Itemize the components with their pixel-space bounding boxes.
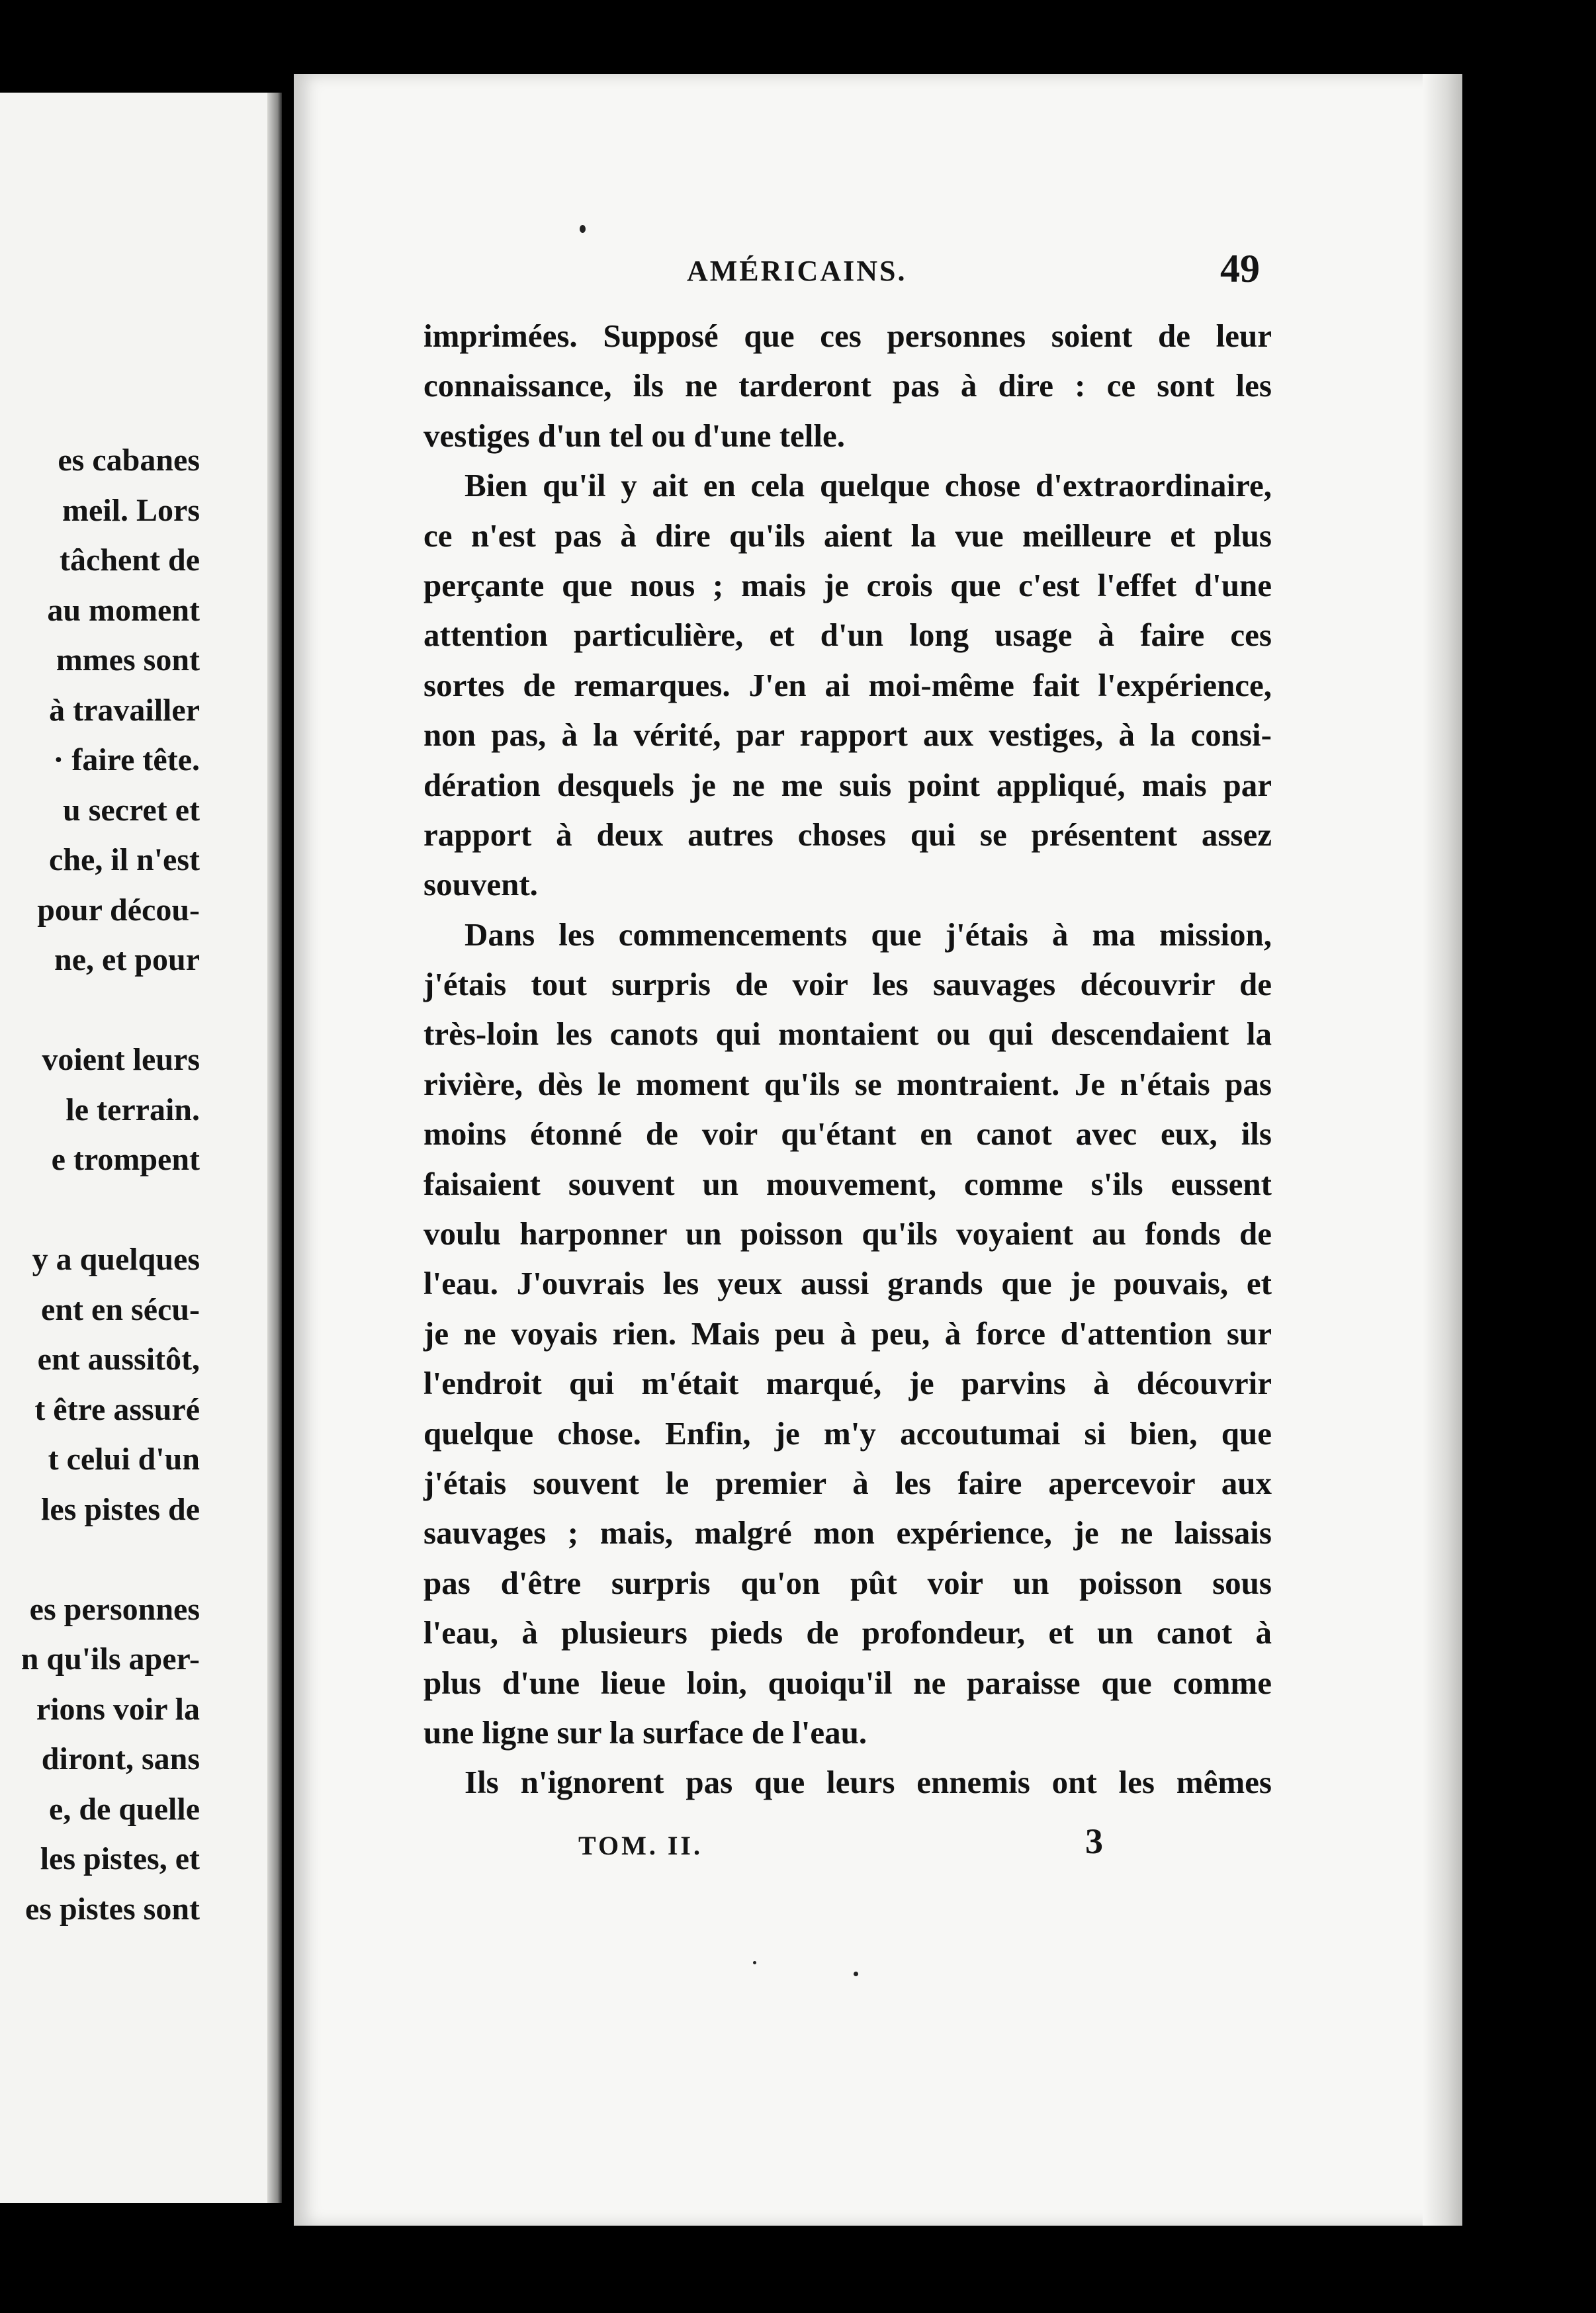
text-line: sortes de remarques. J'en ai moi-même fait l'expérience, [423,666,1272,703]
text-line: sauvages ; mais, malgré mon expérience, je ne laissais [423,1514,1272,1551]
text-line: attention particulière, et d'un long usage à faire ces [423,617,1272,654]
text-line: l'eau, à plusieurs pieds de profondeur, et un canot à [423,1614,1272,1651]
text-line: Dans les commencements que j'étais à ma mission, [465,916,1272,953]
facing-line: che, il n'est [49,842,200,877]
book-gutter [267,93,282,2203]
text-line: faisaient souvent un mouvement, comme s'ils eussent [423,1165,1272,1202]
facing-line [21,1534,200,1585]
text-line: une ligne sur la surface de l'eau. [423,1714,867,1751]
ink-speck [580,225,586,233]
text-line: très-loin les canots qui montaient ou qui descendaient la [423,1016,1272,1053]
facing-line: au moment [47,592,200,628]
text-line: Bien qu'il y ait en cela quelque chose d'extraordinaire, [465,467,1272,504]
text-line: souvent. [423,866,538,903]
facing-line: t celui d'un [48,1442,200,1477]
facing-line: y a quelques [32,1242,200,1277]
text-line: rapport à deux autres choses qui se présentent assez [423,816,1272,853]
facing-line: es cabanes [58,443,200,478]
facing-line: n qu'ils aper- [21,1641,200,1677]
text-line: Ils n'ignorent pas que leurs ennemis ont les mêmes [465,1764,1272,1801]
text-line: perçante que nous ; mais je crois que c'est l'effet d'une [423,566,1272,603]
facing-line: meil. Lors [62,492,200,528]
facing-line: mmes sont [56,642,200,677]
facing-line: voient leurs [42,1042,200,1077]
facing-line [21,1185,200,1235]
text-line: vestiges d'un tel ou d'une telle. [423,417,846,454]
text-line: non pas, à la vérité, par rapport aux vestiges, à la consi- [423,717,1272,754]
text-line: j'étais tout surpris de voir les sauvages découvrir de [423,966,1272,1003]
facing-line: rions voir la [36,1691,200,1727]
page-number: 49 [1220,247,1260,290]
text-line: l'eau. J'ouvrais les yeux aussi grands que je pouvais, et [423,1265,1272,1302]
text-line: moins étonné de voir qu'étant en canot avec eux, ils [423,1115,1272,1153]
facing-line: ne, et pour [54,942,200,977]
facing-line: es pistes sont [24,1891,200,1927]
signature-mark: TOM. II. [578,1831,703,1860]
facing-line: ent aussitôt, [37,1342,200,1377]
text-line: l'endroit qui m'était marqué, je parvins à découvrir [423,1365,1272,1402]
running-head-title: AMÉRICAINS. [687,255,907,287]
facing-line: les pistes, et [40,1841,200,1876]
gathering-number: 3 [1085,1821,1103,1861]
ink-speck [854,1972,858,1976]
text-line: dération desquels je ne me suis point appliqué, mais par [423,766,1272,803]
facing-line: ent en sécu- [41,1291,200,1327]
text-line: je ne voyais rien. Mais peu à peu, à force d'attention sur [423,1315,1272,1352]
text-line: j'étais souvent le premier à les faire apercevoir aux [423,1464,1272,1501]
ink-speck [753,1961,756,1964]
facing-line: les pistes de [41,1491,200,1527]
page-edge-shading [1423,74,1462,2226]
running-head [294,246,1273,292]
facing-line: le terrain. [66,1092,200,1127]
facing-line: pour décou- [37,892,200,928]
text-line: voulu harponner un poisson qu'ils voyaient au fonds de [423,1215,1272,1252]
text-line: rivière, dès le moment qu'ils se montraient. Je n'étais pas [423,1065,1272,1102]
facing-line: e trompent [51,1142,200,1177]
text-line: imprimées. Supposé que ces personnes soient de leur [423,318,1272,354]
facing-line [21,985,200,1035]
facing-line: tâchent de [60,543,200,578]
text-line: quelque chose. Enfin, je m'y accoutumai si bien, que [423,1415,1272,1452]
text-line: pas d'être surpris qu'on pût voir un poisson sous [423,1564,1272,1601]
facing-line: e, de quelle [49,1791,200,1827]
facing-line: à travailler [49,692,200,728]
facing-line: · faire tête. [53,742,200,777]
facing-line: es personnes [29,1591,200,1627]
facing-page-text [21,435,200,1934]
facing-line: diront, sans [41,1741,200,1776]
page-footer [294,1821,1462,1867]
text-line: connaissance, ils ne tarderont pas à dire : ce sont les [423,367,1272,404]
facing-line: u secret et [63,792,200,828]
facing-page-left [0,93,278,2203]
text-line: plus d'une lieue loin, quoiqu'il ne paraisse que comme [423,1664,1272,1701]
facing-line: t être assuré [34,1391,200,1427]
text-line: ce n'est pas à dire qu'ils aient la vue meilleure et plus [423,517,1272,554]
body-text [423,311,1272,1808]
